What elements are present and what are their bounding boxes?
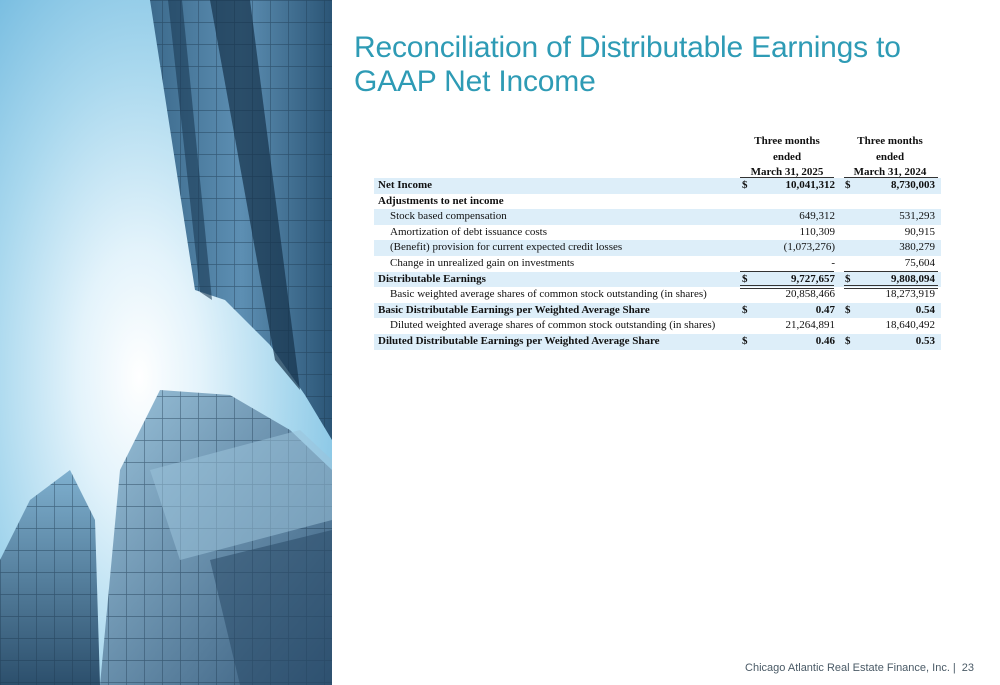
row-label: Change in unrealized gain on investments: [390, 256, 575, 269]
row-label: Adjustments to net income: [378, 194, 504, 207]
row-label: Basic Distributable Earnings per Weighted Average Share: [378, 303, 650, 316]
value-2025: 10,041,312: [785, 179, 835, 191]
table-row: [374, 303, 941, 319]
column-header-2025: Three months ended March 31, 2025: [750, 135, 824, 178]
value-2025: 110,309: [799, 225, 835, 238]
table-row: [374, 256, 941, 272]
value-2024: 380,279: [899, 241, 935, 254]
dollar-sign: $: [845, 303, 851, 316]
row-label: (Benefit) provision for current expected credit losses: [390, 241, 623, 254]
value-2025: 649,312: [799, 210, 835, 223]
value-2025: -: [831, 256, 835, 269]
value-2025: 0.47: [815, 303, 835, 316]
footer: [745, 662, 974, 674]
row-label: Net Income: [378, 179, 433, 191]
value-2024: 531,293: [899, 210, 935, 223]
value-2024: 0.54: [915, 303, 935, 316]
value-2024: 90,915: [904, 225, 935, 238]
dollar-sign: $: [845, 179, 851, 191]
table-row: [374, 225, 941, 241]
reconciliation-table: [374, 133, 941, 350]
dollar-sign: $: [742, 272, 748, 285]
dollar-sign: $: [742, 179, 748, 191]
table-row: [374, 240, 941, 256]
value-2025: 9,727,657: [791, 272, 835, 285]
dollar-sign: $: [742, 334, 748, 347]
hero-building-image: [0, 0, 332, 685]
dollar-sign: $: [845, 272, 851, 285]
company-name: Chicago Atlantic Real Estate Finance, Inc.: [745, 662, 950, 674]
value-2024: 18,640,492: [885, 319, 935, 332]
row-label: Stock based compensation: [390, 210, 507, 223]
value-2024: 18,273,919: [885, 288, 935, 301]
footer-separator: |: [952, 662, 956, 674]
table-row: [374, 318, 941, 334]
table-row: [374, 334, 941, 350]
table-row: [374, 194, 941, 210]
column-header-2024: Three months ended March 31, 2024: [853, 135, 927, 178]
row-label: Diluted Distributable Earnings per Weighted Average Share: [378, 334, 660, 347]
value-2024: 9,808,094: [891, 272, 935, 285]
value-2025: (1,073,276): [783, 241, 835, 254]
table-row: [374, 272, 941, 288]
value-2024: 0.53: [915, 334, 935, 347]
value-2025: 0.46: [815, 334, 835, 347]
value-2025: 21,264,891: [785, 319, 835, 332]
dollar-sign: $: [742, 303, 748, 316]
page-number: 23: [961, 662, 974, 674]
table-row: [374, 209, 941, 225]
value-2025: 20,858,466: [785, 288, 835, 301]
row-label: Distributable Earnings: [378, 272, 486, 285]
page-title: Reconciliation of Distributable Earnings to GAAP Net Income: [354, 31, 901, 98]
dollar-sign: $: [845, 334, 851, 347]
table-header: [374, 133, 941, 178]
value-2024: 75,604: [904, 256, 935, 269]
row-label: Amortization of debt issuance costs: [390, 225, 548, 238]
table-row: [374, 287, 941, 303]
row-label: Basic weighted average shares of common stock outstanding (in shares): [390, 288, 707, 301]
row-label: Diluted weighted average shares of common stock outstanding (in shares): [390, 319, 716, 332]
value-2024: 8,730,003: [891, 179, 935, 191]
table-row: [374, 178, 941, 194]
